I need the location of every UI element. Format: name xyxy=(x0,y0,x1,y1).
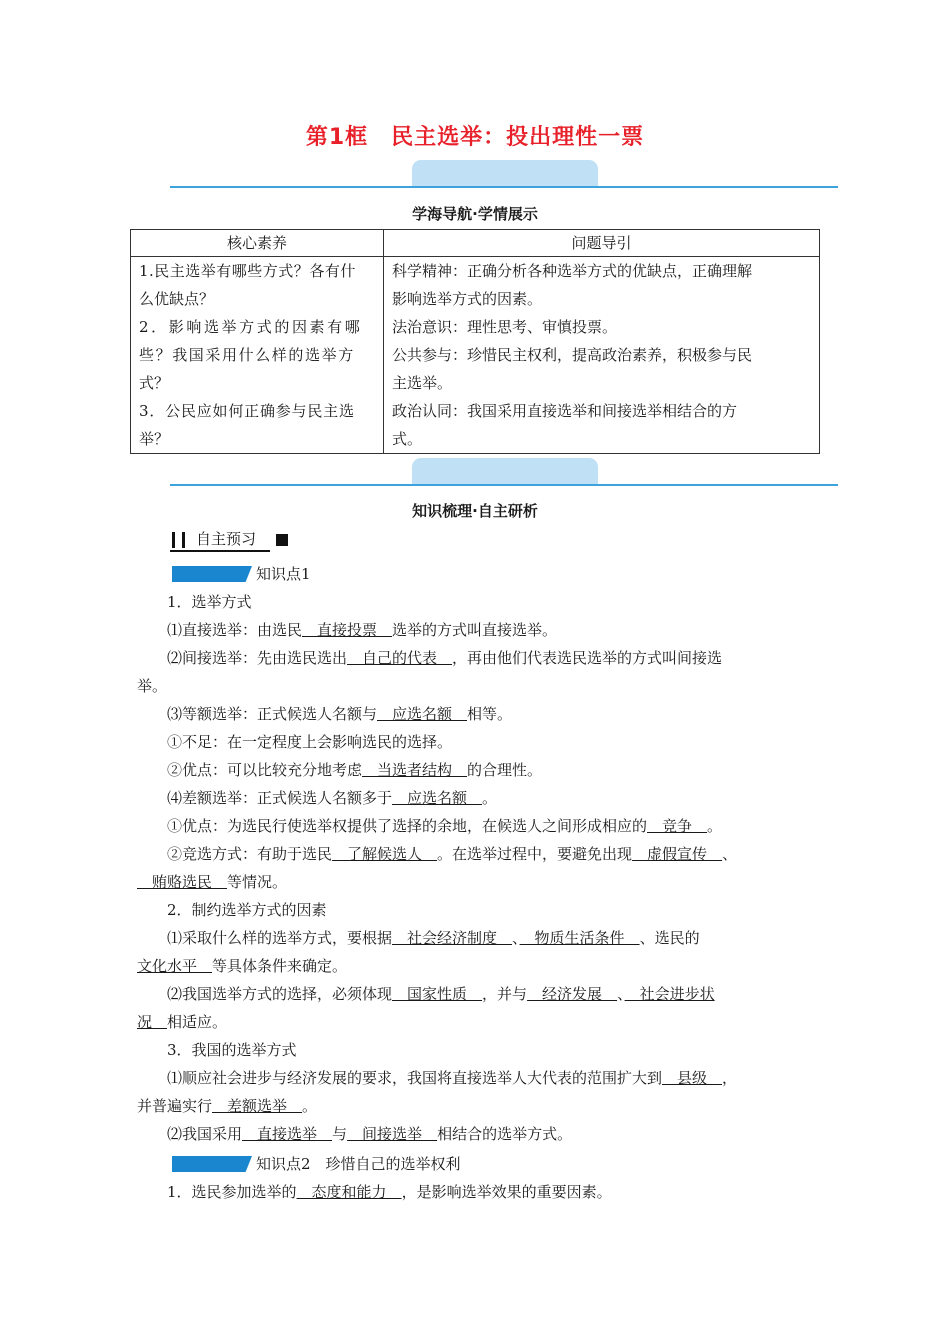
answer-blank: 经济发展 xyxy=(527,985,618,1003)
table-cell-questions: 1.民主选举有哪些方式？各有什 么优缺点？ 2．影响选举方式的因素有哪 些？我国采用什么样的选举方 式？ 3．公民应如何正确参与民主选 举？ xyxy=(131,257,384,454)
text-line: ①优点：为选民行使选举权提供了选择的余地，在候选人之间形成相应的 竞争 。 xyxy=(167,817,723,835)
text-line: ②优点：可以比较充分地考虑 当选者结构 的合理性。 xyxy=(167,761,543,779)
banner-line xyxy=(170,186,838,188)
text-line: 并普遍实行 差额选举 。 xyxy=(137,1097,318,1115)
text-line: ⑴直接选举：由选民 直接投票 选举的方式叫直接选举。 xyxy=(167,621,558,639)
text-line: 文化水平 等具体条件来确定。 xyxy=(137,957,348,975)
answer-blank: 文化水平 xyxy=(137,957,213,975)
text-line: 2．制约选举方式的因素 xyxy=(167,901,327,919)
section-banner-2 xyxy=(170,458,838,486)
answer-blank: 当选者结构 xyxy=(362,761,468,779)
text-line: ⑴顺应社会进步与经济发展的要求，我国将直接选举人大代表的范围扩大到 县级 ， xyxy=(167,1069,738,1087)
answer-blank: 态度和能力 xyxy=(296,1183,402,1201)
answer-blank: 物质生活条件 xyxy=(519,929,640,947)
answer-blank: 社会经济制度 xyxy=(392,929,513,947)
table-header-guide: 问题导引 xyxy=(384,230,820,257)
text-line: 1．选举方式 xyxy=(167,593,252,611)
section-heading-knowledge: 知识梳理·自主研析 xyxy=(412,502,538,520)
double-bar-icon xyxy=(170,532,196,548)
text-line: ①不足：在一定程度上会影响选民的选择。 xyxy=(167,733,453,751)
blue-flag-icon xyxy=(172,1156,252,1172)
answer-blank: 直接选举 xyxy=(242,1125,333,1143)
answer-blank: 虚假宣传 xyxy=(632,845,723,863)
answer-blank: 应选名额 xyxy=(392,789,483,807)
table-cell-literacy: 科学精神：正确分析各种选举方式的优缺点，正确理解 影响选举方式的因素。 法治意识：理性思考、审慎投票。 公共参与：珍惜民主权利，提高政治素养，积极参与民 主选举。 政治认同：我国采用直接选举和间接选举相结合的方 式。 xyxy=(384,257,820,454)
answer-blank: 社会进步状 xyxy=(624,985,715,1003)
core-literacy-table xyxy=(130,229,820,454)
blue-flag-icon xyxy=(172,566,252,582)
answer-blank: 县级 xyxy=(662,1069,723,1087)
text-line: ⑶等额选举：正式候选人名额与 应选名额 相等。 xyxy=(167,705,513,723)
answer-blank: 差额选举 xyxy=(212,1097,303,1115)
text-line: ⑵间接选举：先由选民选出 自己的代表 ，再由他们代表选民选举的方式叫间接选 xyxy=(167,649,723,667)
section-banner xyxy=(170,160,838,188)
section-heading-navigation: 学海导航·学情展示 xyxy=(412,205,538,223)
banner-line xyxy=(170,484,838,486)
answer-blank: 间接选举 xyxy=(347,1125,438,1143)
answer-blank: 竞争 xyxy=(647,817,708,835)
answer-blank: 直接投票 xyxy=(302,621,393,639)
square-icon xyxy=(276,534,288,546)
text-line: 1．选民参加选举的 态度和能力 ，是影响选举效果的重要因素。 xyxy=(167,1183,612,1201)
text-line: ⑴采取什么样的选举方式，要根据 社会经济制度 、 物质生活条件 、选民的 xyxy=(167,929,700,947)
text-line: 举。 xyxy=(137,677,168,695)
table-header-core: 核心素养 xyxy=(131,230,384,257)
text-line: ②竞选方式：有助于选民 了解候选人 。在选举过程中，要避免出现 虚假宣传 、 xyxy=(167,845,738,863)
text-line: ⑷差额选举：正式候选人名额多于 应选名额 。 xyxy=(167,789,498,807)
preview-heading: 自主预习 xyxy=(170,528,288,549)
answer-blank: 国家性质 xyxy=(392,985,483,1003)
text-line: 贿赂选民 等情况。 xyxy=(137,873,288,891)
text-line: ⑵我国采用 直接选举 与 间接选举 相结合的选举方式。 xyxy=(167,1125,573,1143)
text-line: ⑵我国选举方式的选择，必须体现 国家性质 ，并与 经济发展 、 社会进步状 xyxy=(167,985,715,1003)
banner-tab xyxy=(412,458,598,484)
answer-blank: 了解候选人 xyxy=(332,845,438,863)
banner-tab xyxy=(412,160,598,186)
page-title: 第1框 民主选举：投出理性一票 xyxy=(305,125,645,150)
answer-blank: 况 xyxy=(137,1013,168,1031)
answer-blank: 自己的代表 xyxy=(347,649,453,667)
text-line: 况 相适应。 xyxy=(137,1013,228,1031)
answer-blank: 贿赂选民 xyxy=(137,873,228,891)
text-line: 3．我国的选举方式 xyxy=(167,1041,297,1059)
answer-blank: 应选名额 xyxy=(377,705,468,723)
